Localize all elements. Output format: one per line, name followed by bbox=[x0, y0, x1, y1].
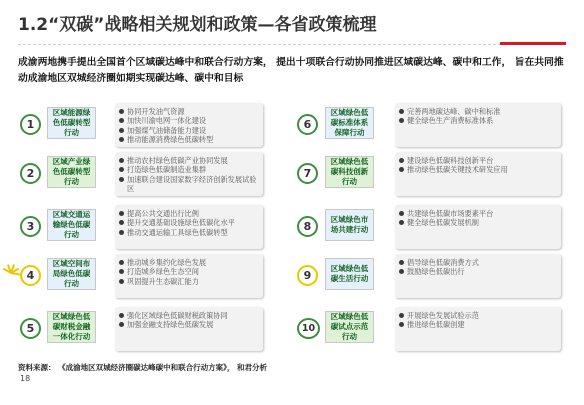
action-points-box bbox=[395, 254, 561, 298]
action-item-6 bbox=[295, 103, 570, 147]
action-number-badge: 8 bbox=[297, 216, 318, 237]
action-number-badge: 3 bbox=[20, 216, 41, 237]
action-label: 区域绿色低碳财税金融一体化行动 bbox=[47, 311, 96, 343]
action-points-box bbox=[115, 205, 263, 249]
action-number-badge: 6 bbox=[297, 114, 318, 135]
action-label: 区域绿色低碳科技创新行动 bbox=[325, 156, 374, 188]
action-point: 健全绿色生产消费标准体系 bbox=[399, 116, 558, 125]
action-points-box bbox=[395, 152, 561, 196]
action-points-box bbox=[115, 103, 263, 147]
action-item-3 bbox=[0, 205, 290, 249]
action-number-badge: 10 bbox=[297, 318, 320, 339]
action-label: 区域产业绿色低碳转型行动 bbox=[47, 156, 96, 188]
action-label: 区域交通运输绿色低碳行动 bbox=[47, 209, 96, 241]
action-points-box bbox=[395, 205, 561, 249]
action-item-4 bbox=[0, 254, 290, 298]
page-number: 18 bbox=[20, 374, 31, 383]
action-item-9 bbox=[295, 254, 570, 298]
action-point: 健全绿色低碳发展机制 bbox=[399, 218, 558, 227]
action-label: 区域绿色低碳试点示范行动 bbox=[325, 311, 374, 343]
action-item-2 bbox=[0, 152, 290, 196]
title-accent-bar bbox=[500, 42, 566, 45]
action-points-box bbox=[115, 254, 263, 298]
action-number-badge: 1 bbox=[20, 114, 41, 135]
action-point: 建设绿色低碳科技创新平台 bbox=[399, 156, 558, 165]
title-divider bbox=[18, 44, 566, 45]
action-point: 推动能源消费绿色低碳转型 bbox=[119, 135, 260, 144]
action-item-8 bbox=[295, 205, 570, 249]
action-label: 区域绿色低碳生活行动 bbox=[325, 258, 374, 290]
action-point: 共建绿色低碳市场要素平台 bbox=[399, 209, 558, 218]
action-point: 加快川渝电网一体化建设 bbox=[119, 116, 260, 125]
action-point: 加强金融支持绿色低碳发展 bbox=[119, 320, 260, 329]
action-point: 推动绿色低碳关键技术研发应用 bbox=[399, 165, 558, 174]
action-number-badge: 2 bbox=[20, 163, 41, 184]
action-label: 区域能源绿色低碳转型行动 bbox=[47, 107, 96, 139]
action-label: 区域空间布局绿色低碳行动 bbox=[47, 258, 96, 290]
action-point: 推动交通运输工具绿色低碳转型 bbox=[119, 228, 260, 237]
action-item-7 bbox=[295, 152, 570, 196]
action-point: 完善两地碳达峰、碳中和标准 bbox=[399, 107, 558, 116]
intro-text: 成渝两地携手提出全国首个区域碳达峰中和联合行动方案， 提出十项联合行动协同推进区域碳达峰、碳中和工作， 旨在共同推动成渝地区双城经济圈如期实现碳达峰、碳中和目标 bbox=[18, 57, 564, 84]
action-point: 推进绿色低碳创建 bbox=[399, 320, 558, 329]
action-item-10 bbox=[295, 307, 570, 351]
action-number-badge: 5 bbox=[20, 318, 41, 339]
action-points-box bbox=[115, 307, 263, 351]
action-label: 区域绿色市场共建行动 bbox=[325, 209, 374, 241]
source-note: 资料来源： 《成渝地区双城经济圈碳达峰碳中和联合行动方案》， 和君分析 bbox=[18, 363, 267, 372]
action-point: 开展绿色发展试验示范 bbox=[399, 311, 558, 320]
action-point: 提升交通基础设施绿色低碳化水平 bbox=[119, 218, 260, 227]
action-point: 巩固提升生态碳汇能力 bbox=[119, 277, 260, 286]
action-point: 加速联合建设国家数字经济创新发展试验 区 bbox=[119, 175, 260, 194]
action-number-badge: 9 bbox=[297, 265, 318, 286]
action-points-box bbox=[395, 103, 561, 147]
action-point: 推动农村绿色低碳产业协同发展 bbox=[119, 156, 260, 165]
action-point: 倡导绿色低碳消费方式 bbox=[399, 258, 558, 267]
action-item-1 bbox=[0, 103, 290, 147]
action-point: 强化区域绿色低碳财税政策协同 bbox=[119, 311, 260, 320]
action-points-box bbox=[115, 152, 263, 196]
action-point: 鼓励绿色低碳出行 bbox=[399, 267, 558, 276]
action-point: 打造城乡绿色生态空间 bbox=[119, 267, 260, 276]
action-point: 推动城乡集约化绿色发展 bbox=[119, 258, 260, 267]
action-label: 区域绿色低碳标准体系保障行动 bbox=[325, 107, 374, 139]
action-item-5 bbox=[0, 307, 290, 351]
action-number-badge: 4 bbox=[20, 265, 41, 286]
action-point: 加强煤气油储备能力建设 bbox=[119, 126, 260, 135]
action-point: 打造绿色低碳制造业集群 bbox=[119, 165, 260, 174]
action-number-badge: 7 bbox=[297, 163, 318, 184]
action-point: 提高公共交通出行比例 bbox=[119, 209, 260, 218]
action-point: 协同开发油气资源 bbox=[119, 107, 260, 116]
page-title: 1.2“双碳”战略相关规划和政策—各省政策梳理 bbox=[18, 15, 377, 35]
action-points-box bbox=[395, 307, 561, 351]
